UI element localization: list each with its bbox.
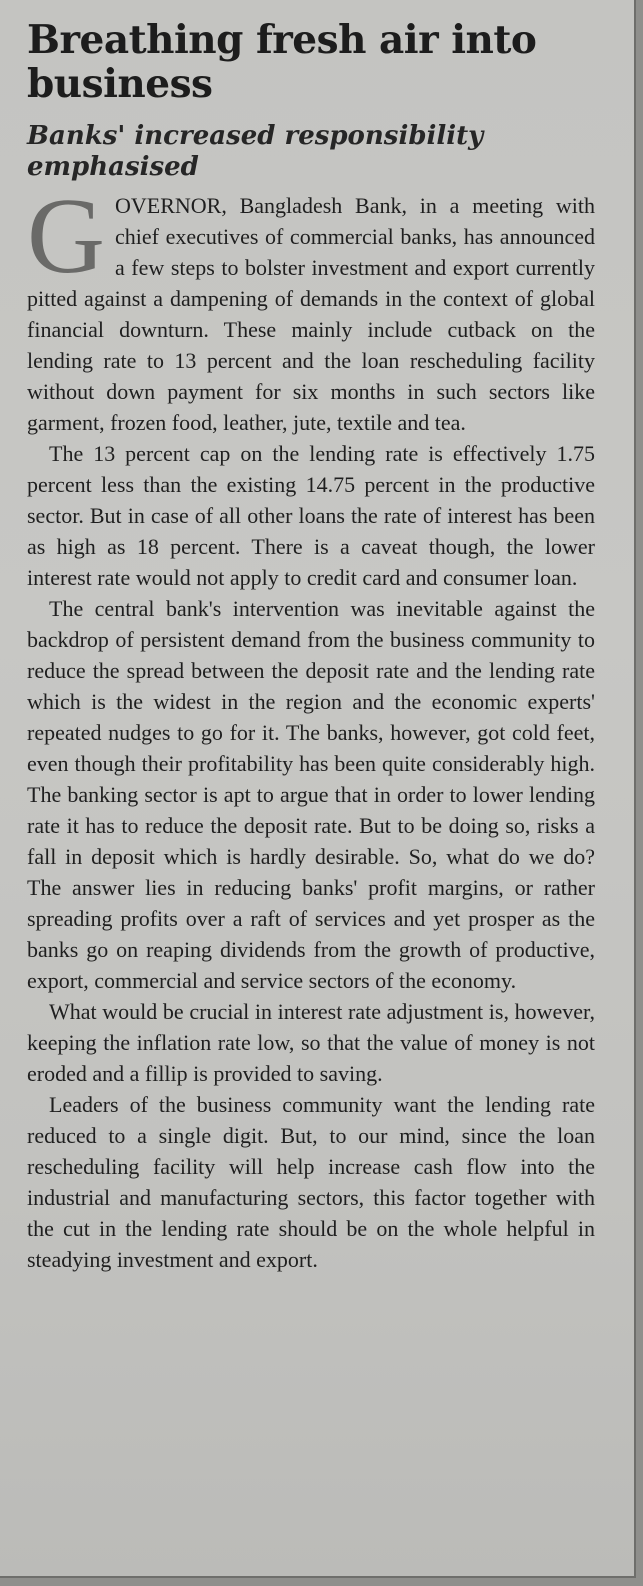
- paragraph-4: What would be crucial in interest rate adjustment is, however, keeping the inflation rate low, so that the value of money is not eroded and a fillip is provided to saving.: [27, 999, 595, 1086]
- paragraph-5: Leaders of the business community want the lending rate reduced to a single digit. But, to our mind, since the loan rescheduling facility will help increase cash flow into the industrial and manufacturing sectors, this factor together with the cut in the lending rate should be on the whole helpful in steadying investment and export.: [27, 1092, 595, 1272]
- headline: Breathing fresh air into business: [27, 17, 537, 107]
- paragraph-1: [27, 177, 595, 438]
- subheadline: Banks' increased responsibility emphasised: [27, 121, 484, 182]
- drop-cap: G: [27, 177, 105, 296]
- paragraph-2: The 13 percent cap on the lending rate is effectively 1.75 percent less than the existing 14.75 percent in the productive sector. But in case of all other loans the rate of interest has been as high as 18 percent. There is a caveat though, the lower interest rate would not apply to credit card and consumer loan.: [27, 441, 595, 590]
- paragraph-1-text: OVERNOR, Bangladesh Bank, in a meeting with chief executives of commercial banks, has announced a few steps to bolster investment and export currently pitted against a dampening of demands in the context of global financial downturn. These mainly include cutback on the lending rate to 13 percent and the loan rescheduling facility without down payment for six months in such sectors like garment, frozen food, leather, jute, textile and tea.: [27, 193, 595, 435]
- paragraph-3: The central bank's intervention was inevitable against the backdrop of persistent demand from the business community to reduce the spread between the deposit rate and the lending rate which is the widest in the region and the economic experts' repeated nudges to go for it. The banks, however, got cold feet, even though their profitability has been quite considerably high. The banking sector is apt to argue that in order to lower lending rate it has to reduce the deposit rate. But to be doing so, risks a fall in deposit which is hardly desirable. So, what do we do? The answer lies in reducing banks' profit margins, or rather spreading profits over a raft of services and yet prosper as the banks go on reaping dividends from the growth of productive, export, commercial and service sectors of the economy.: [27, 596, 595, 993]
- article-body: [27, 177, 595, 1275]
